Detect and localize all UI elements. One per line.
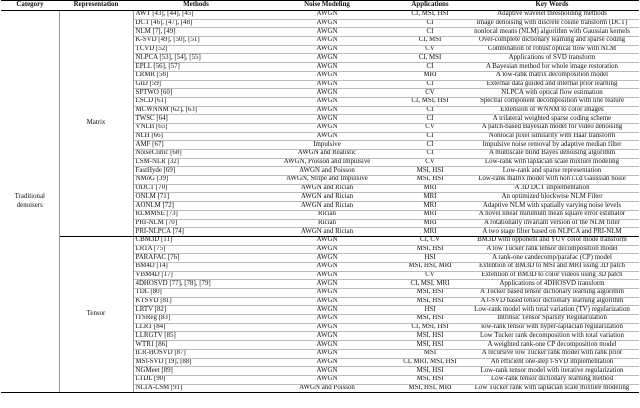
method-cell: LSCD [61] — [133, 97, 259, 106]
method-cell: LRTV [82] — [133, 306, 259, 315]
key-words-cell: Low Tucker rank with laplacian scale mixture modeling — [465, 384, 639, 393]
noise-modeling-cell: AWGN — [259, 323, 395, 332]
method-cell: VBM4D [17] — [133, 271, 259, 280]
key-words-cell: A recursive low Tucker rank model with rank prior — [465, 349, 639, 358]
key-words-cell: Applications of 4DHOSVD transform — [465, 280, 639, 289]
applications-cell: CI, MRI, MSI, HSI — [395, 358, 465, 367]
method-cell: LLRT [84] — [133, 323, 259, 332]
noise-modeling-cell: AWGN — [259, 245, 395, 254]
header-representation: Representation — [59, 1, 133, 11]
noise-modeling-cell: AWGN — [259, 19, 395, 28]
key-words-cell: A patch-based Bayesian model for video denoising — [465, 123, 639, 132]
category-cell: Traditional denoisers — [1, 11, 59, 393]
applications-cell: CI — [395, 115, 465, 124]
method-cell: LTDL [90] — [133, 375, 259, 384]
method-cell: PRI-NLM [70] — [133, 219, 259, 228]
applications-cell: MSI, HSI, MRI — [395, 384, 465, 393]
noise-modeling-cell: AWGN — [259, 375, 395, 384]
noise-modeling-cell: AWGN, Stripe and Impulsive — [259, 176, 395, 185]
method-cell: VNLB [65] — [133, 123, 259, 132]
applications-cell: CI — [395, 63, 465, 72]
method-cell: PARAFAC [76] — [133, 254, 259, 263]
method-cell: MCWNNM [62], [63] — [133, 106, 259, 115]
key-words-cell: An optimized blockwise NLM Filter — [465, 193, 639, 202]
noise-modeling-cell: AWGN and Rician — [259, 193, 395, 202]
key-words-cell: A trilateral weighted sparse coding scheme — [465, 115, 639, 124]
noise-modeling-cell: AWGN — [259, 297, 395, 306]
method-cell: K-SVD [49], [50], [51] — [133, 37, 259, 46]
key-words-cell: Applications of SVD transform — [465, 54, 639, 63]
method-cell: TCVD [52] — [133, 45, 259, 54]
applications-cell: MRI — [395, 202, 465, 211]
applications-cell: MSI, HSI — [395, 367, 465, 376]
applications-cell: CI — [395, 80, 465, 89]
header-key-words: Key Words — [465, 1, 639, 11]
table-row — [1, 236, 639, 245]
method-cell: CBM3D [11] — [133, 236, 259, 245]
applications-cell: CV — [395, 123, 465, 132]
key-words-cell: A Bayesian method for whole image restoration — [465, 63, 639, 72]
representation-cell: Matrix — [59, 11, 133, 237]
method-cell: FastHyde [69] — [133, 167, 259, 176]
noise-modeling-cell: AWGN — [259, 289, 395, 298]
applications-cell: MRI — [395, 219, 465, 228]
method-cell: RLMMSE [73] — [133, 210, 259, 219]
table-header-row — [1, 1, 639, 11]
key-words-cell: A 3D DCT implementation — [465, 184, 639, 193]
noise-modeling-cell: Rician — [259, 210, 395, 219]
applications-cell: MSI, HSI — [395, 375, 465, 384]
noise-modeling-cell: AWGN — [259, 80, 395, 89]
key-words-cell: External data guided and internal prior learning — [465, 80, 639, 89]
method-cell: GID [59] — [133, 80, 259, 89]
noise-modeling-cell: Rician — [259, 219, 395, 228]
key-words-cell: Spectral component decomposition with line feature — [465, 97, 639, 106]
method-cell: AMF [67] — [133, 141, 259, 150]
header-applications: Applications — [395, 1, 465, 11]
representation-cell: Tensor — [59, 236, 133, 392]
applications-cell: MSI, HSI — [395, 332, 465, 341]
applications-cell: MSI, HSI — [395, 289, 465, 298]
key-words-cell: A rank-one candecomp/parafac (CP) model — [465, 254, 639, 263]
method-cell: LLRGTV [85] — [133, 332, 259, 341]
method-cell: NLM [7], [49] — [133, 28, 259, 37]
key-words-cell: Low-rank tensor dictionary learning method — [465, 375, 639, 384]
key-words-cell: nonlocal means (NLM) algorithm with Gaussian kernels — [465, 28, 639, 37]
method-cell: NoiseClinic [68] — [133, 150, 259, 159]
key-words-cell: Low-rank with laplacian scale mixture modeling — [465, 158, 639, 167]
noise-modeling-cell: AWGN — [259, 262, 395, 271]
method-cell: LRTA [75] — [133, 245, 259, 254]
noise-modeling-cell: AWGN — [259, 271, 395, 280]
noise-modeling-cell: AWGN and Poisson — [259, 384, 395, 393]
noise-modeling-cell: AWGN — [259, 367, 395, 376]
noise-modeling-cell: AWGN — [259, 37, 395, 46]
noise-modeling-cell: Impulsive — [259, 141, 395, 150]
method-cell: NMoG [39] — [133, 176, 259, 185]
applications-cell: HSI — [395, 306, 465, 315]
key-words-cell: Low-rank tensor model with iterative regularization — [465, 367, 639, 376]
method-cell: DCT [46], [47], [48] — [133, 19, 259, 28]
key-words-cell: Adaptive wavelet thresholding methods — [465, 11, 639, 20]
applications-cell: CI, MSI — [395, 54, 465, 63]
noise-modeling-cell: AWGN — [259, 54, 395, 63]
applications-cell: MRI — [395, 228, 465, 237]
noise-modeling-cell: AWGN — [259, 280, 395, 289]
method-cell: TWSC [64] — [133, 115, 259, 124]
table-row — [1, 11, 639, 20]
noise-modeling-cell: AWGN — [259, 123, 395, 132]
key-words-cell: A multiscale blind Bayes denoising algorithm — [465, 150, 639, 159]
applications-cell: CI — [395, 141, 465, 150]
method-cell: AONLM [72] — [133, 202, 259, 211]
applications-cell: HSI — [395, 254, 465, 263]
applications-cell: MSI, HSI — [395, 176, 465, 185]
noise-modeling-cell: AWGN and Realistic — [259, 150, 395, 159]
key-words-cell: Low-rank and sparse representation — [465, 167, 639, 176]
noise-modeling-cell: AWGN — [259, 236, 395, 245]
noise-modeling-cell: AWGN — [259, 115, 395, 124]
applications-cell: MSI, HSI — [395, 341, 465, 350]
key-words-cell: A weighted rank-one CP decomposition model — [465, 341, 639, 350]
key-words-cell: Nonlocal pixel similarity with Haar transform — [465, 132, 639, 141]
noise-modeling-cell: AWGN — [259, 332, 395, 341]
method-cell: ITSReg [83] — [133, 315, 259, 324]
applications-cell: CV — [395, 158, 465, 167]
key-words-cell: A low-rank matrix decomposition model — [465, 71, 639, 80]
key-words-cell: Low-rank model with total variation (TV) regularization — [465, 306, 639, 315]
method-cell: PRI-NLPCA [74] — [133, 228, 259, 237]
key-words-cell: Intrinsic Tensor Sparsity Regularization — [465, 315, 639, 324]
noise-modeling-cell: AWGN — [259, 45, 395, 54]
key-words-cell: Extention of BM3D to MSI and MRI using 3D patch — [465, 262, 639, 271]
noise-modeling-cell: AWGN — [259, 358, 395, 367]
key-words-cell: Adaptive NLM with spatially varying noise levels — [465, 202, 639, 211]
applications-cell: CI, MSI, HSI — [395, 97, 465, 106]
applications-cell: MRI — [395, 210, 465, 219]
header-methods: Methods — [133, 1, 259, 11]
method-cell: ODCT [70] — [133, 184, 259, 193]
key-words-cell: An efficient one-step t-SVD implementation — [465, 358, 639, 367]
method-cell: NGMeet [89] — [133, 367, 259, 376]
method-cell: NLPCA [53], [54], [55] — [133, 54, 259, 63]
applications-cell: CI, MSI, HSI — [395, 323, 465, 332]
noise-modeling-cell: AWGN and Poisson — [259, 167, 395, 176]
key-words-cell: Low Tucker rank decomposition with total variation — [465, 332, 639, 341]
applications-cell: CV — [395, 45, 465, 54]
applications-cell: CI, MSI, HSI — [395, 11, 465, 20]
method-cell: ONLM [71] — [133, 193, 259, 202]
header-noise-modeling: Noise Modeling — [259, 1, 395, 11]
key-words-cell: NLPCA with optical flow estimation — [465, 89, 639, 98]
noise-modeling-cell: AWGN — [259, 63, 395, 72]
applications-cell: MSI, HSI — [395, 315, 465, 324]
key-words-cell: Impulsive noise removal by adaptive median filter — [465, 141, 639, 150]
applications-cell: MRI — [395, 184, 465, 193]
method-cell: KTSVD [81] — [133, 297, 259, 306]
key-words-cell: Image denoising with discrete cosine transform (DCT) — [465, 19, 639, 28]
key-words-cell: A novel linear minimum mean square error estimator — [465, 210, 639, 219]
key-words-cell: A rotationally invariant version of the NLM filter — [465, 219, 639, 228]
method-cell: 4DHOSVD [77], [78], [79] — [133, 280, 259, 289]
method-cell: NLH [66] — [133, 132, 259, 141]
method-cell: ILR-HOSVD [87] — [133, 349, 259, 358]
applications-cell: MSI, HSI — [395, 245, 465, 254]
applications-cell: CV — [395, 271, 465, 280]
noise-modeling-cell: AWGN — [259, 306, 395, 315]
method-cell: WTR1 [86] — [133, 341, 259, 350]
method-cell: SPTWO [60] — [133, 89, 259, 98]
applications-cell: MRI — [395, 71, 465, 80]
applications-cell: MSI, HSI, MRI — [395, 262, 465, 271]
key-words-cell: Extention of BM3D to color videos using 3D patch — [465, 271, 639, 280]
applications-cell: CI — [395, 28, 465, 37]
key-words-cell: low-rank tensor with hyper-laplacian regularization — [465, 323, 639, 332]
applications-cell: CI — [395, 19, 465, 28]
noise-modeling-cell: AWGN — [259, 349, 395, 358]
table-body — [1, 11, 639, 393]
key-words-cell: A low Tucker rank tensor decomposition model — [465, 245, 639, 254]
applications-cell: CI, CV — [395, 236, 465, 245]
denoisers-table — [1, 0, 639, 393]
applications-cell: MSI, HSI — [395, 297, 465, 306]
applications-cell: MSI — [395, 349, 465, 358]
method-cell: AWT [43], [44], [45] — [133, 11, 259, 20]
method-cell: EPLL [56], [57] — [133, 63, 259, 72]
key-words-cell: A two stage filter based on NLPCA and PRI-NLM — [465, 228, 639, 237]
noise-modeling-cell: AWGN — [259, 315, 395, 324]
noise-modeling-cell: AWGN — [259, 71, 395, 80]
key-words-cell: Extension of WNNM to color images — [465, 106, 639, 115]
noise-modeling-cell: AWGN — [259, 11, 395, 20]
applications-cell: CI, MSI, MRI — [395, 280, 465, 289]
applications-cell: CI — [395, 132, 465, 141]
noise-modeling-cell: AWGN — [259, 28, 395, 37]
key-words-cell: BM3D with opponent and YUV color mode transform — [465, 236, 639, 245]
applications-cell: CI, MSI — [395, 37, 465, 46]
key-words-cell: A t-SVD based tensor dictionary learning algorithm — [465, 297, 639, 306]
applications-cell: MSI, HSI — [395, 167, 465, 176]
noise-modeling-cell: AWGN and Rician — [259, 184, 395, 193]
noise-modeling-cell: AWGN, Poisson and Impulsive — [259, 158, 395, 167]
key-words-cell: A Tucker based tensor dictionary learning algorithm — [465, 289, 639, 298]
noise-modeling-cell: AWGN and Rician — [259, 202, 395, 211]
applications-cell: MRI — [395, 193, 465, 202]
method-cell: LRMR [58] — [133, 71, 259, 80]
key-words-cell: Low-rank matrix model with non i.i.d Gaussian noise — [465, 176, 639, 185]
noise-modeling-cell: AWGN — [259, 132, 395, 141]
method-cell: LSM-NLR [32] — [133, 158, 259, 167]
noise-modeling-cell: AWGN — [259, 89, 395, 98]
key-words-cell: Over-complete dictionary learning and sparse coding — [465, 37, 639, 46]
noise-modeling-cell: AWGN and Rician — [259, 228, 395, 237]
method-cell: TDL [80] — [133, 289, 259, 298]
applications-cell: CI — [395, 106, 465, 115]
key-words-cell: Combination of robust optical flow with NLM — [465, 45, 639, 54]
method-cell: MSt-SVD [19], [88] — [133, 358, 259, 367]
method-cell: BM4D [14] — [133, 262, 259, 271]
applications-cell: CV — [395, 89, 465, 98]
method-cell: NLTA-LSM [91] — [133, 384, 259, 393]
noise-modeling-cell: AWGN — [259, 341, 395, 350]
noise-modeling-cell: AWGN — [259, 97, 395, 106]
header-category: Category — [1, 1, 59, 11]
noise-modeling-cell: AWGN — [259, 254, 395, 263]
noise-modeling-cell: AWGN — [259, 106, 395, 115]
applications-cell: CI — [395, 150, 465, 159]
